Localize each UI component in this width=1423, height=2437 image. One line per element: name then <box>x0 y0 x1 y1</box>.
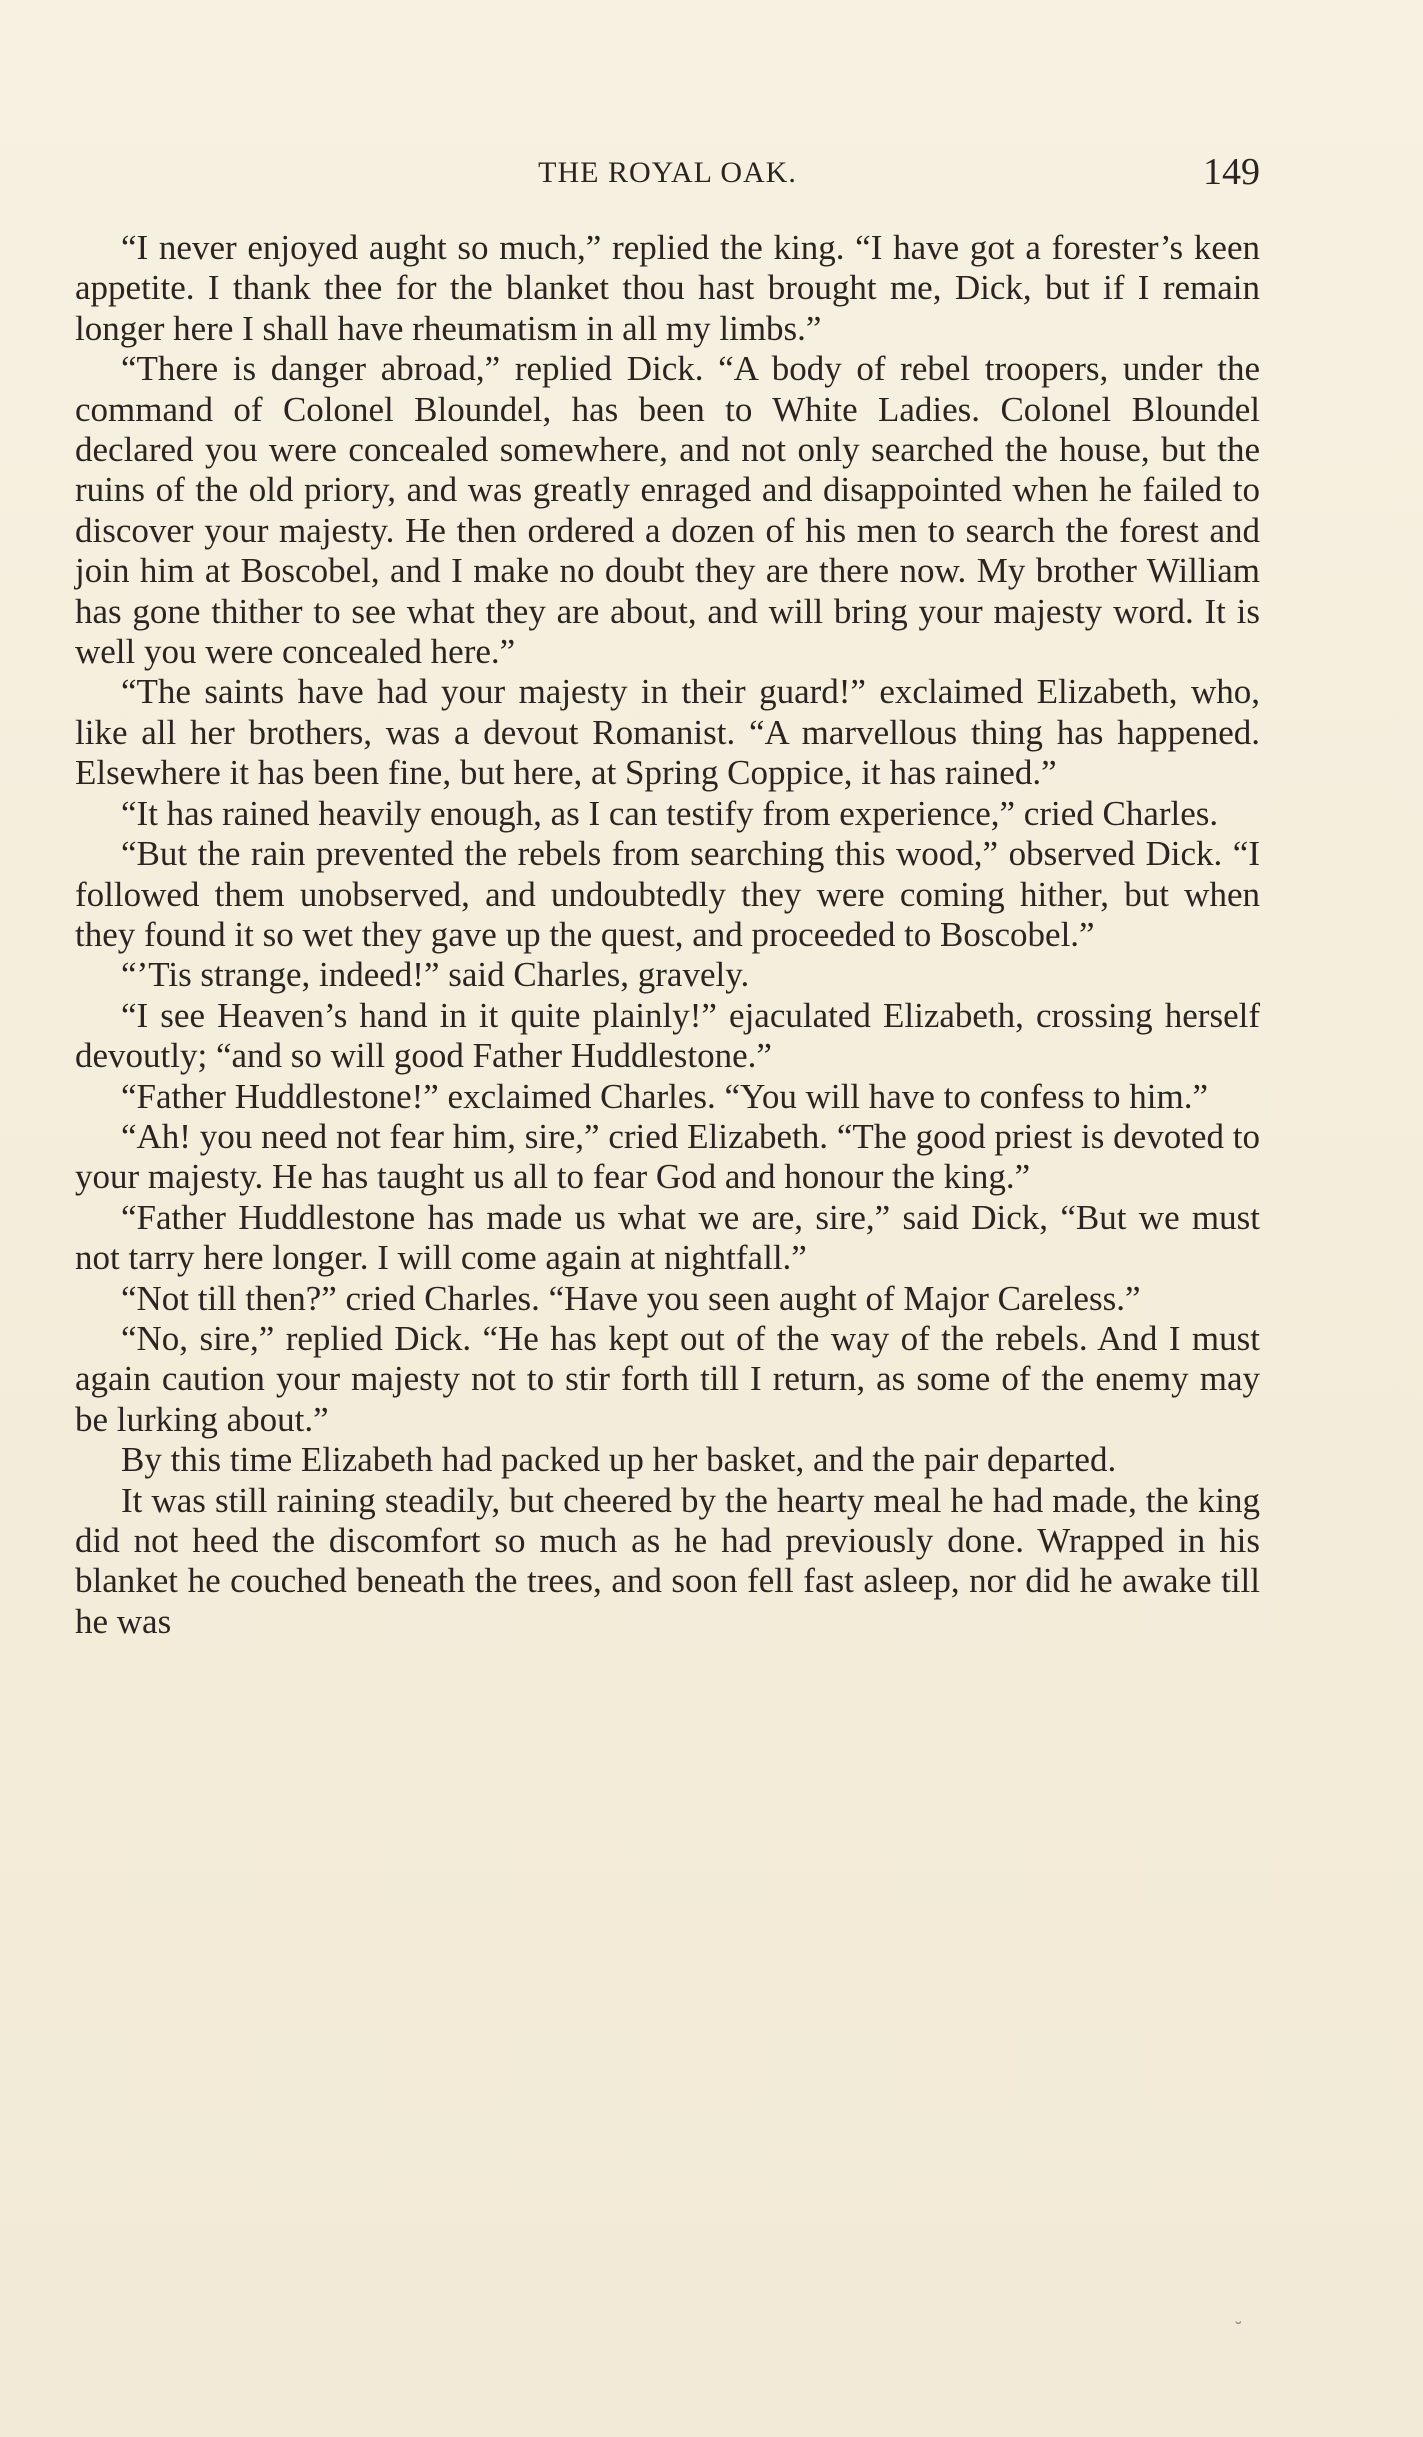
paragraph: “It has rained heavily enough, as I can testify from experience,” cried Charles. <box>121 793 1219 833</box>
paragraph: “’Tis strange, indeed!” said Charles, gravely. <box>121 955 750 995</box>
paragraph: “Father Huddlestone!” exclaimed Charles. “You will have to confess to him.” <box>121 1076 1208 1116</box>
paragraph: “I never enjoyed aught so much,” replied the king. “I have got a forester’s keen appetite. I thank thee for the blanket thou hast brought me, Dick, but if I remain longer here I shall have rheumatism in all my limbs.” <box>75 228 1260 348</box>
running-title: THE ROYAL OAK. <box>538 156 797 189</box>
paragraph: “I see Heaven’s hand in it quite plainly!” ejaculated Elizabeth, crossing herself devoutly; “and so will good Father Huddlestone.” <box>75 995 1260 1076</box>
paragraph: “But the rain prevented the rebels from searching this wood,” observed Dick. “I followed them unobserved, and undoubtedly they were coming hither, but when they found it so wet they gave up the quest, and proceeded to Boscobel.” <box>75 834 1260 954</box>
paragraph: By this time Elizabeth had packed up her basket, and the pair departed. <box>121 1440 1117 1480</box>
paragraph: “Father Huddlestone has made us what we are, sire,” said Dick, “But we must not tarry here longer. I will come again at nightfall.” <box>75 1197 1260 1278</box>
paragraph: “No, sire,” replied Dick. “He has kept out of the way of the rebels. And I must again caution your majesty not to stir forth till I return, as some of the enemy may be lurking about.” <box>75 1318 1260 1439</box>
body-text <box>75 228 1260 1642</box>
paragraph: “The saints have had your majesty in their guard!” exclaimed Elizabeth, who, like all her brothers, was a devout Romanist. “A marvellous thing has happened. Elsewhere it has been fine, but here, at Spring Coppice, it has rained.” <box>75 672 1260 793</box>
running-head <box>75 150 1260 194</box>
paragraph: “There is danger abroad,” replied Dick. “A body of rebel troopers, under the command of Colonel Bloundel, has been to White Ladies. Colonel Bloundel declared you were concealed somewhere, and not only searched the house, but the ruins of the old priory, and was greatly enraged and disappointed when he failed to discover your majesty. He then ordered a dozen of his men to search the forest and join him at Boscobel, and I make no doubt they are there now. My brother William has gone thither to see what they are about, and will bring your majesty word. It is well you were concealed here.” <box>75 349 1260 672</box>
paragraph: It was still raining steadily, but cheered by the hearty meal he had made, the king did not heed the discomfort so much as he had previously done. Wrapped in his blanket he couched beneath the trees, and soon fell fast asleep, nor did he awake till he was <box>75 1480 1260 1641</box>
paragraph: “Ah! you need not fear him, sire,” cried Elizabeth. “The good priest is devoted to your majesty. He has taught us all to fear God and honour the king.” <box>75 1116 1260 1197</box>
paragraph: “Not till then?” cried Charles. “Have you seen aught of Major Careless.” <box>121 1278 1141 1318</box>
stray-mark-icon: ˘ <box>1235 2318 1242 2340</box>
page-number: 149 <box>1203 151 1260 193</box>
